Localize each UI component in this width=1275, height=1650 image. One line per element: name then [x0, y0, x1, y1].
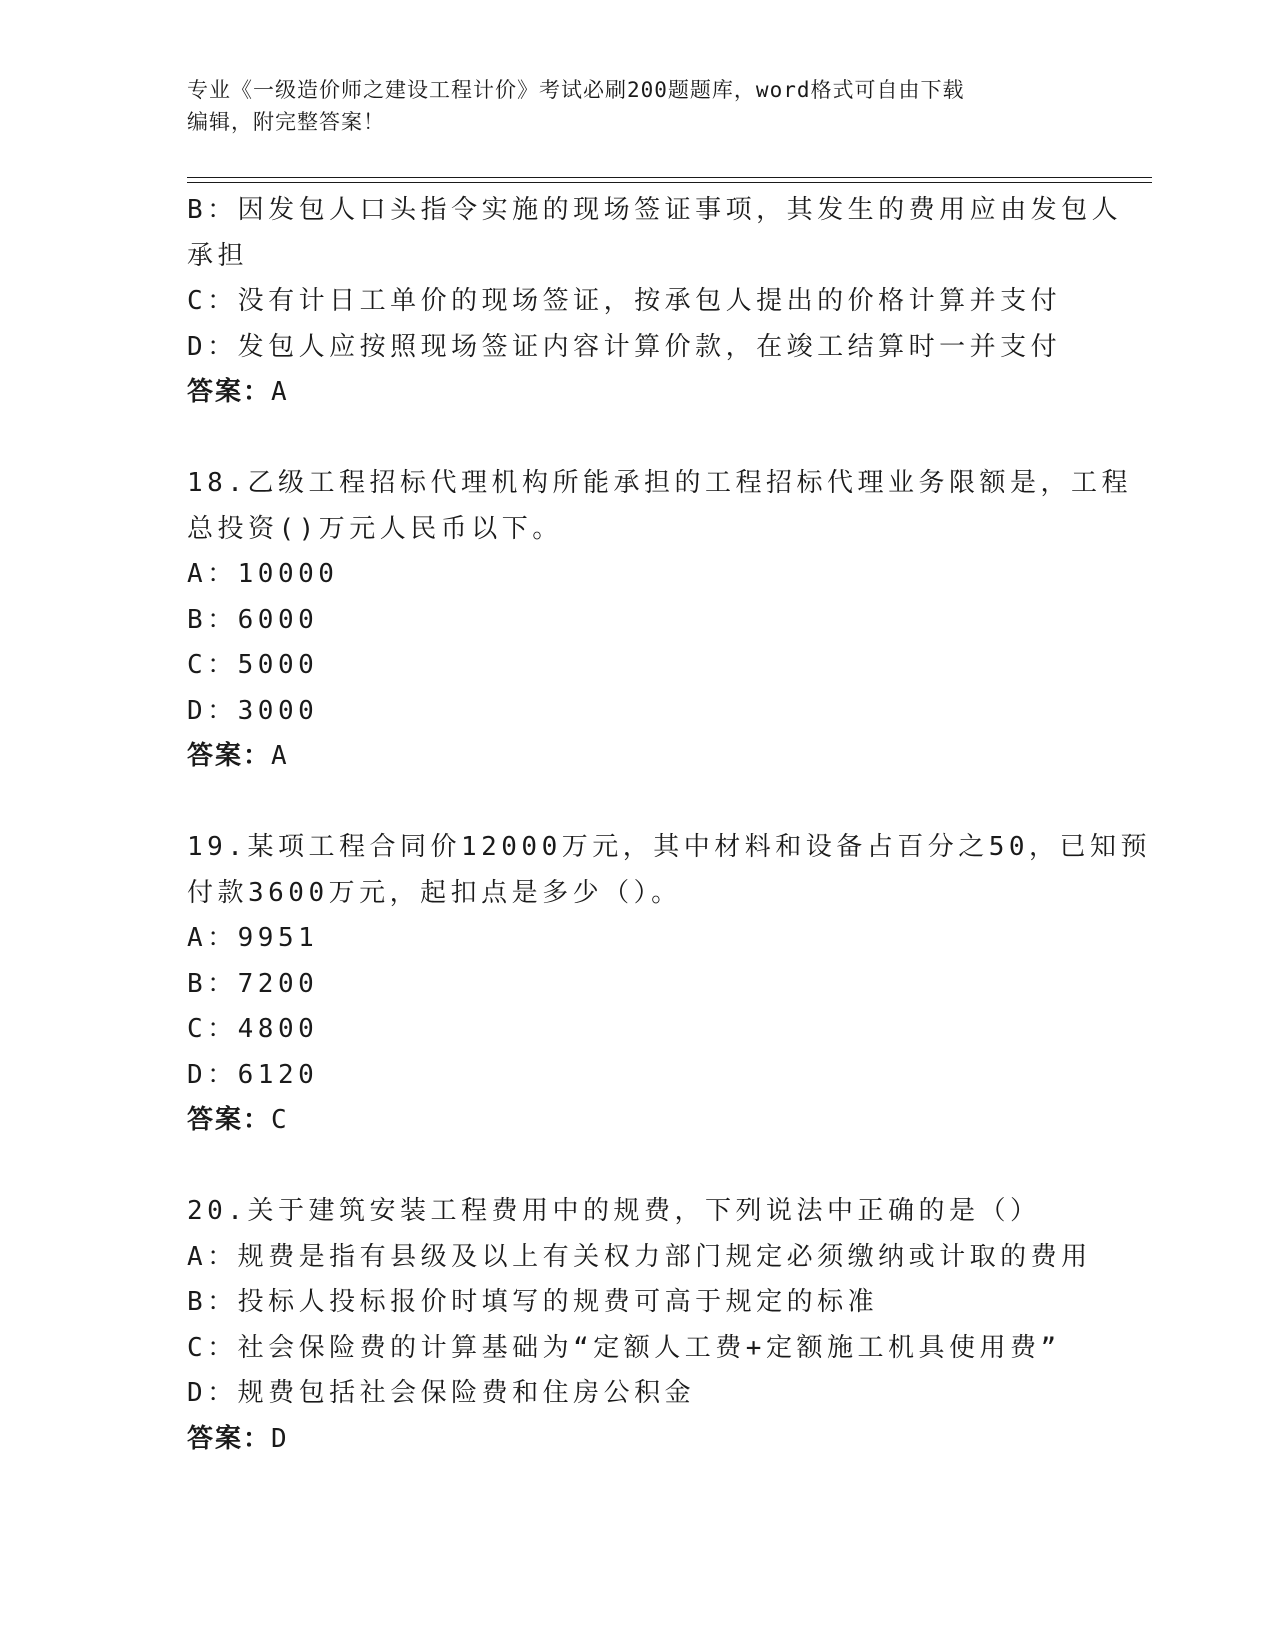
- option-d: D：6120: [187, 1059, 319, 1090]
- header-line-1: 专业《一级造价师之建设工程计价》考试必刷200题题库，word格式可自由下载: [187, 78, 965, 102]
- question-spacer: [187, 780, 1087, 826]
- option-c: C：5000: [187, 650, 319, 680]
- question-20: [187, 1189, 1092, 1462]
- header-divider-top: [187, 177, 1152, 178]
- answer-label: 答案：: [187, 741, 272, 771]
- answer-line: [187, 370, 1087, 416]
- question-stem: 19.某项工程合同价12000万元，其中材料和设备占百分之50，已知预: [187, 832, 1152, 862]
- answer-label: 答案：: [187, 1423, 272, 1454]
- answer-line: [187, 1417, 1087, 1463]
- answer-line: [187, 734, 1087, 780]
- question-stem-continued: 总投资()万元人民币以下。: [187, 513, 563, 544]
- option-a: A：10000: [187, 559, 339, 589]
- question-17-tail: [187, 188, 1123, 416]
- answer-value: A: [271, 741, 289, 771]
- question-stem: 18.乙级工程招标代理机构所能承担的工程招标代理业务限额是，工程: [187, 468, 1132, 498]
- option-b: B：7200: [187, 968, 319, 999]
- option-b: B：6000: [187, 604, 319, 635]
- option-c: C：社会保险费的计算基础为“定额人工费+定额施工机具使用费”: [187, 1332, 1061, 1363]
- option-b: B：投标人投标报价时填写的规费可高于规定的标准: [187, 1287, 879, 1317]
- answer-label: 答案：: [187, 377, 272, 407]
- header-line-2: 编辑，附完整答案！: [187, 110, 385, 134]
- option-a: A：规费是指有县级及以上有关权力部门规定必须缴纳或计取的费用: [187, 1241, 1092, 1272]
- header-divider-bottom: [187, 182, 1152, 183]
- answer-line: [187, 1098, 1087, 1144]
- option-d: D：发包人应按照现场签证内容计算价款，在竣工结算时一并支付: [187, 331, 1062, 362]
- question-list: [187, 188, 1152, 1462]
- option-c: C：没有计日工单价的现场签证，按承包人提出的价格计算并支付: [187, 286, 1062, 316]
- question-spacer: [187, 1144, 1087, 1190]
- option-c: C：4800: [187, 1014, 319, 1044]
- option-d: D：3000: [187, 695, 319, 726]
- answer-value: A: [271, 377, 289, 407]
- answer-value: C: [271, 1105, 289, 1135]
- question-18: [187, 461, 1132, 780]
- question-stem: 20.关于建筑安装工程费用中的规费，下列说法中正确的是（）: [187, 1196, 1041, 1226]
- document-header: [187, 74, 1087, 138]
- question-stem-continued: 付款3600万元，起扣点是多少（）。: [187, 877, 682, 908]
- answer-label: 答案：: [187, 1105, 272, 1135]
- answer-value: D: [271, 1423, 289, 1454]
- option-b-continued: 承担: [187, 240, 249, 271]
- option-d: D：规费包括社会保险费和住房公积金: [187, 1378, 696, 1408]
- option-a: A：9951: [187, 923, 319, 953]
- question-spacer: [187, 416, 1087, 462]
- option-b: B：因发包人口头指令实施的现场签证事项，其发生的费用应由发包人: [187, 195, 1123, 225]
- question-19: [187, 825, 1152, 1144]
